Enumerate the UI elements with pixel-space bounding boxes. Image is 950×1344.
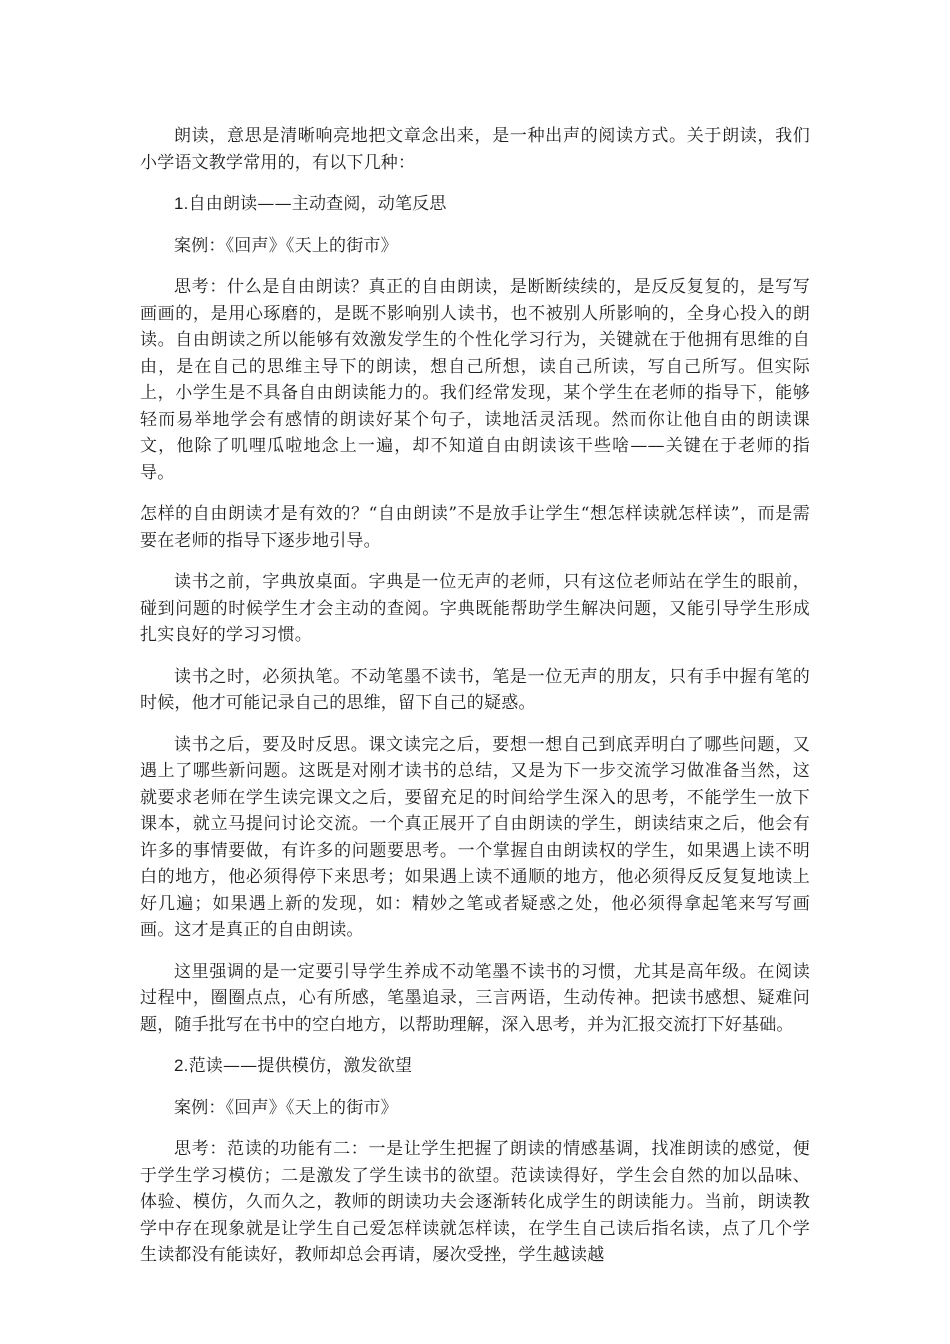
section-2-thinking: 思考：范读的功能有二：一是让学生把握了朗读的情感基调，找准朗读的感觉，便于学生学习模仿；二是激发了学生读书的欲望。范读读得好，学生会自然的加以品味、体验、模仿，久而久之，教师的朗读功夫会逐渐转化成学生的朗读能力。当前，朗读教学中存在现象就是让学生自己爱怎样读就怎样读，在学生自己读后指名读，点了几个学生读都没有能读好，教师却总会再请，屡次受挫，学生越读越 [140, 1139, 810, 1265]
section-2-case: 案例：《回声》《天上的街市》 [174, 1097, 398, 1118]
section-1-before-reading: 读书之前，字典放桌面。字典是一位无声的老师，只有这位老师站在学生的眼前，碰到问题的时候学生才会主动的查阅。字典既能帮助学生解决问题，又能引导学生形成扎实良好的学习习惯。 [140, 572, 810, 645]
section-1-emphasis: 这里强调的是一定要引导学生养成不动笔墨不读书的习惯，尤其是高年级。在阅读过程中，圈圈点点，心有所感，笔墨追录，三言两语，生动传神。把读书感想、疑难问题，随手批写在书中的空白地方，以帮助理解，深入思考，并为汇报交流打下好基础。 [140, 961, 810, 1035]
section-1-number: 1. [174, 194, 189, 213]
section-2-heading [140, 1053, 810, 1080]
section-2-number: 2. [174, 1056, 189, 1075]
document-body [140, 123, 810, 1284]
section-1-after-reading: 读书之后，要及时反思。课文读完之后，要想一想自己到底弄明白了哪些问题，又遇上了哪些新问题。这既是对刚才读书的总结，又是为下一步交流学习做准备当然，这就要求老师在学生读完课文之后，要留充足的时间给学生深入的思考，不能学生一放下课本，就立马提问讨论交流。一个真正展开了自由朗读的学生，朗读结束之后，他会有许多的事情要做，有许多的问题要思考。一个掌握自由朗读权的学生，如果遇上读不明白的地方，他必须得停下来思考；如果遇上读不通顺的地方，他必须得反反复复地读上好几遍；如果遇上新的发现，如：精妙之笔或者疑惑之处，他必须得拿起笔来写写画画。这才是真正的自由朗读。 [140, 734, 810, 940]
intro-paragraph: 朗读，意思是清晰响亮地把文章念出来，是一种出声的阅读方式。关于朗读，我们小学语文教学常用的，有以下几种： [140, 126, 810, 173]
section-1-thinking: 思考：什么是自由朗读？真正的自由朗读，是断断续续的，是反反复复的，是写写画画的，是用心琢磨的，是既不影响别人读书，也不被别人所影响的，全身心投入的朗读。自由朗读之所以能够有效激发学生的个性化学习行为，关键就在于他拥有思维的自由，是在自己的思维主导下的朗读，想自己所想，读自己所读，写自己所写。但实际上，小学生是不具备自由朗读能力的。我们经常发现，某个学生在老师的指导下，能够轻而易举地学会有感情的朗读好某个句子，读地活灵活现。然而你让他自由的朗读课文，他除了叽哩瓜啦地念上一遍，却不知道自由朗读该干些啥——关键在于老师的指导。 [140, 277, 810, 483]
section-1-during-reading: 读书之时，必须执笔。不动笔墨不读书，笔是一位无声的朋友，只有手中握有笔的时候，他才可能记录自己的思维，留下自己的疑惑。 [140, 666, 810, 713]
section-2-title: 范读——提供模仿，激发欲望 [188, 1056, 413, 1076]
section-1-heading [140, 191, 810, 218]
section-1-title: 自由朗读——主动查阅，动笔反思 [188, 194, 447, 214]
section-1-question: 怎样的自由朗读才是有效的？“自由朗读”不是放手让学生“想怎样读就怎样读”，而是需要在老师的指导下逐步地引导。 [140, 504, 810, 551]
section-1-case: 案例：《回声》《天上的街市》 [174, 235, 398, 256]
